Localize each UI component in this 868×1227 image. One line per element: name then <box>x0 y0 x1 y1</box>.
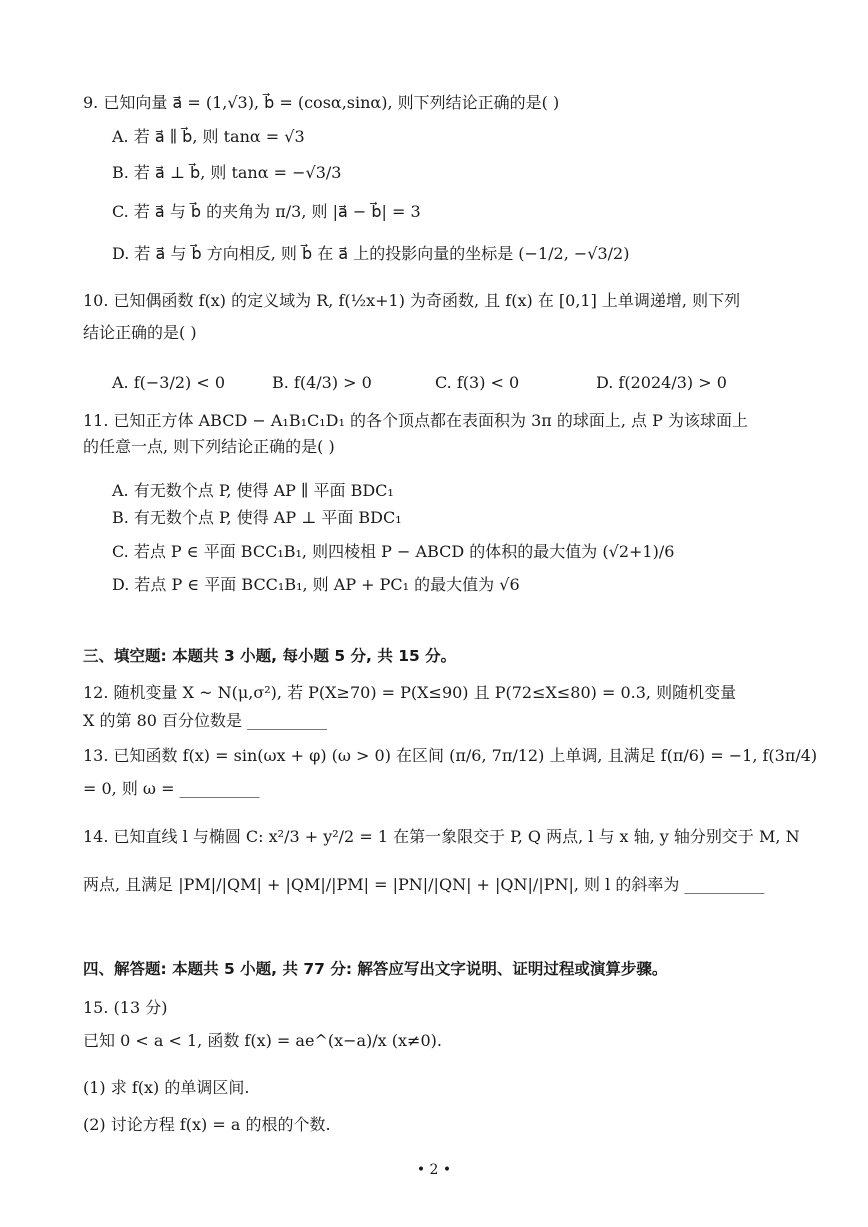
q11-stem-line2: 的任意一点, 则下列结论正确的是( ) <box>83 437 335 456</box>
q10-option-c: C. f(3) < 0 <box>435 373 520 392</box>
q14-line1: 14. 已知直线 l 与椭圆 C: x²/3 + y²/2 = 1 在第一象限交于 P, Q 两点, l 与 x 轴, y 轴分别交于 M, N <box>83 827 800 846</box>
q12-line2: X 的第 80 百分位数是 __________ <box>83 711 328 730</box>
q10-stem-line1: 10. 已知偶函数 f(x) 的定义域为 R, f(½x+1) 为奇函数, 且 f(x) 在 [0,1] 上单调递增, 则下列 <box>83 291 741 310</box>
section-fill-in-heading: 三、填空题: 本题共 3 小题, 每小题 5 分, 共 15 分。 <box>83 647 457 665</box>
q11-stem-line1: 11. 已知正方体 ABCD − A₁B₁C₁D₁ 的各个顶点都在表面积为 3π 的球面上, 点 P 为该球面上 <box>83 411 748 430</box>
q12-line1: 12. 随机变量 X ~ N(μ,σ²), 若 P(X≥70) = P(X≤90) 且 P(72≤X≤80) = 0.3, 则随机变量 <box>83 683 737 702</box>
q9-option-b: B. 若 a⃗ ⊥ b⃗, 则 tanα = −√3/3 <box>112 163 342 182</box>
q9-stem: 9. 已知向量 a⃗ = (1,√3), b⃗ = (cosα,sinα), 则下列结论正确的是( ) <box>83 93 560 112</box>
page-number: • 2 • <box>416 1162 452 1178</box>
q10-option-d: D. f(2024/3) > 0 <box>596 373 727 392</box>
q15-part1: (1) 求 f(x) 的单调区间. <box>83 1078 250 1097</box>
q15-heading: 15. (13 分) <box>83 998 168 1017</box>
q9-option-d: D. 若 a⃗ 与 b⃗ 方向相反, 则 b⃗ 在 a⃗ 上的投影向量的坐标是 (−1/2, −√3/2) <box>112 244 630 263</box>
q13-line1: 13. 已知函数 f(x) = sin(ωx + φ) (ω > 0) 在区间 (π/6, 7π/12) 上单调, 且满足 f(π/6) = −1, f(3π/4) <box>83 746 818 765</box>
q10-option-a: A. f(−3/2) < 0 <box>112 373 226 392</box>
section-answer-heading: 四、解答题: 本题共 5 小题, 共 77 分: 解答应写出文字说明、证明过程或演算步骤。 <box>83 960 668 978</box>
q13-line2: = 0, 则 ω = __________ <box>83 779 260 798</box>
q15-stem: 已知 0 < a < 1, 函数 f(x) = ae^(x−a)/x (x≠0). <box>83 1031 442 1050</box>
q9-option-c: C. 若 a⃗ 与 b⃗ 的夹角为 π/3, 则 |a⃗ − b⃗| = 3 <box>112 202 421 221</box>
q9-option-a: A. 若 a⃗ ∥ b⃗, 则 tanα = √3 <box>112 127 305 146</box>
q11-option-b: B. 有无数个点 P, 使得 AP ⊥ 平面 BDC₁ <box>112 508 402 527</box>
q11-option-d: D. 若点 P ∈ 平面 BCC₁B₁, 则 AP + PC₁ 的最大值为 √6 <box>112 575 520 594</box>
q11-option-c: C. 若点 P ∈ 平面 BCC₁B₁, 则四棱柤 P − ABCD 的体积的最大值为 (√2+1)/6 <box>112 542 675 561</box>
q11-option-a: A. 有无数个点 P, 使得 AP ∥ 平面 BDC₁ <box>112 481 394 500</box>
q15-part2: (2) 讨论方程 f(x) = a 的根的个数. <box>83 1115 331 1134</box>
q10-stem-line2: 结论正确的是( ) <box>83 323 197 342</box>
q10-option-b: B. f(4/3) > 0 <box>272 373 372 392</box>
q14-line2: 两点, 且满足 |PM|/|QM| + |QM|/|PM| = |PN|/|QN| + |QN|/|PN|, 则 l 的斜率为 __________ <box>83 875 765 894</box>
